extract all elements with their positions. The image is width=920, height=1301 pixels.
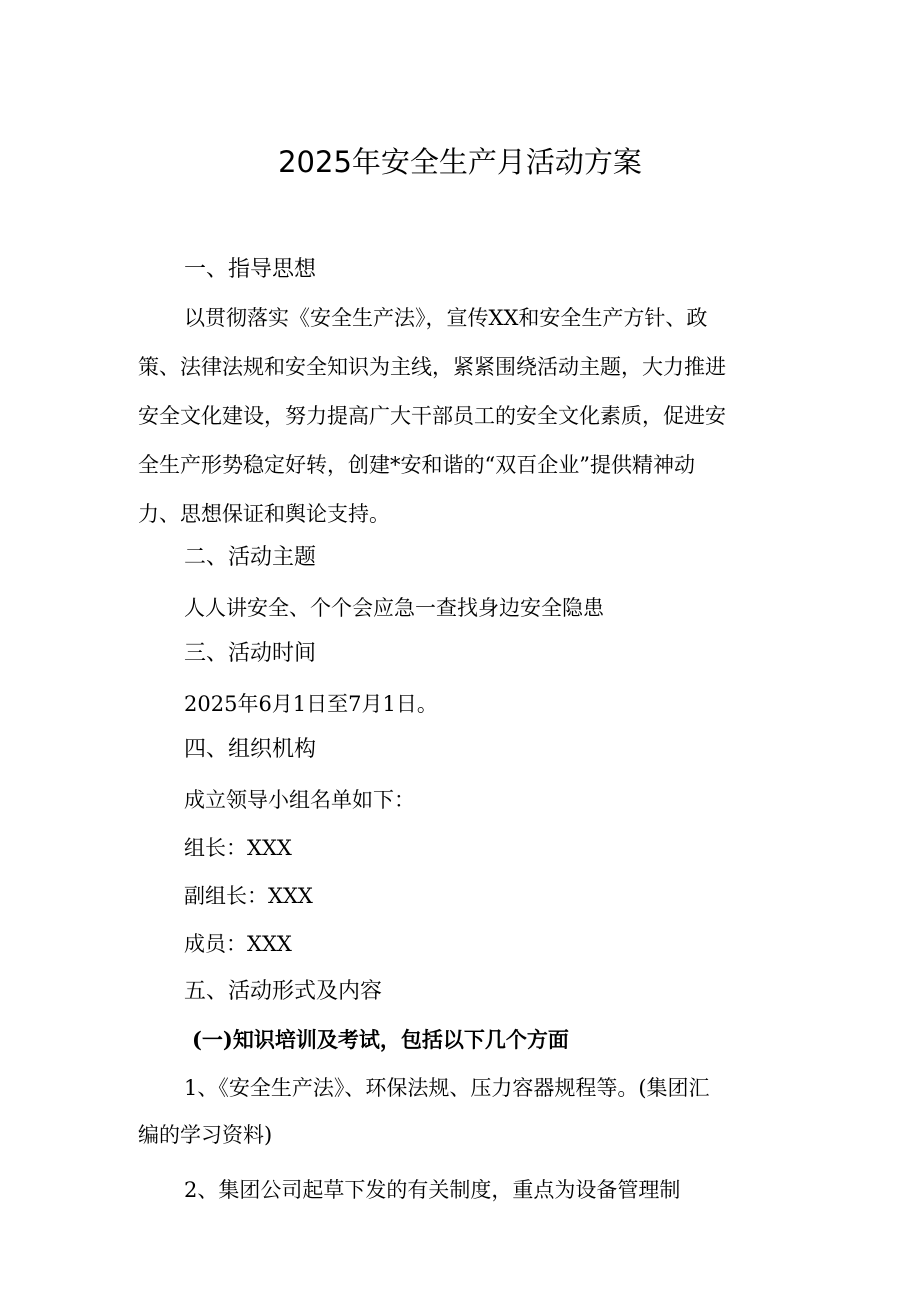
- leader-line: 组长：XXX: [184, 836, 292, 860]
- deputy-leader-line: 副组长：XXX: [184, 884, 313, 908]
- section-heading-theme: 二、活动主题: [184, 545, 317, 570]
- paragraph-line: 全生产形势稳定好转，创建*安和谐的“双百企业”提供精神动: [138, 453, 695, 477]
- section-heading-guiding-ideology: 一、指导思想: [184, 257, 317, 282]
- section-heading-activities: 五、活动形式及内容: [184, 979, 383, 1004]
- section-heading-organization: 四、组织机构: [184, 737, 317, 762]
- paragraph-line: 以贯彻落实《安全生产法》，宣传XX和安全生产方针、政: [184, 306, 708, 330]
- time-text: 2025年6月1日至7月1日。: [184, 692, 438, 716]
- list-item-line: 1、《安全生产法》、环保法规、压力容器规程等。(集团汇: [184, 1076, 710, 1100]
- subsection-heading-training: (一)知识培训及考试，包括以下几个方面: [192, 1027, 569, 1052]
- paragraph-line: 安全文化建设，努力提高广大干部员工的安全文化素质，促进安: [138, 404, 726, 428]
- document-title: 2025年安全生产月活动方案: [278, 145, 642, 179]
- organization-intro: 成立领导小组名单如下：: [184, 788, 415, 812]
- paragraph-line: 力、思想保证和舆论支持。: [138, 502, 390, 526]
- list-item-line: 编的学习资料): [138, 1123, 273, 1147]
- section-heading-time: 三、活动时间: [184, 641, 317, 666]
- member-line: 成员：XXX: [184, 932, 292, 956]
- list-item-line: 2、集团公司起草下发的有关制度，重点为设备管理制: [184, 1178, 681, 1202]
- paragraph-line: 策、法律法规和安全知识为主线，紧紧围绕活动主题，大力推进: [138, 355, 726, 379]
- theme-text: 人人讲安全、个个会应急一查找身边安全隐患: [184, 596, 604, 620]
